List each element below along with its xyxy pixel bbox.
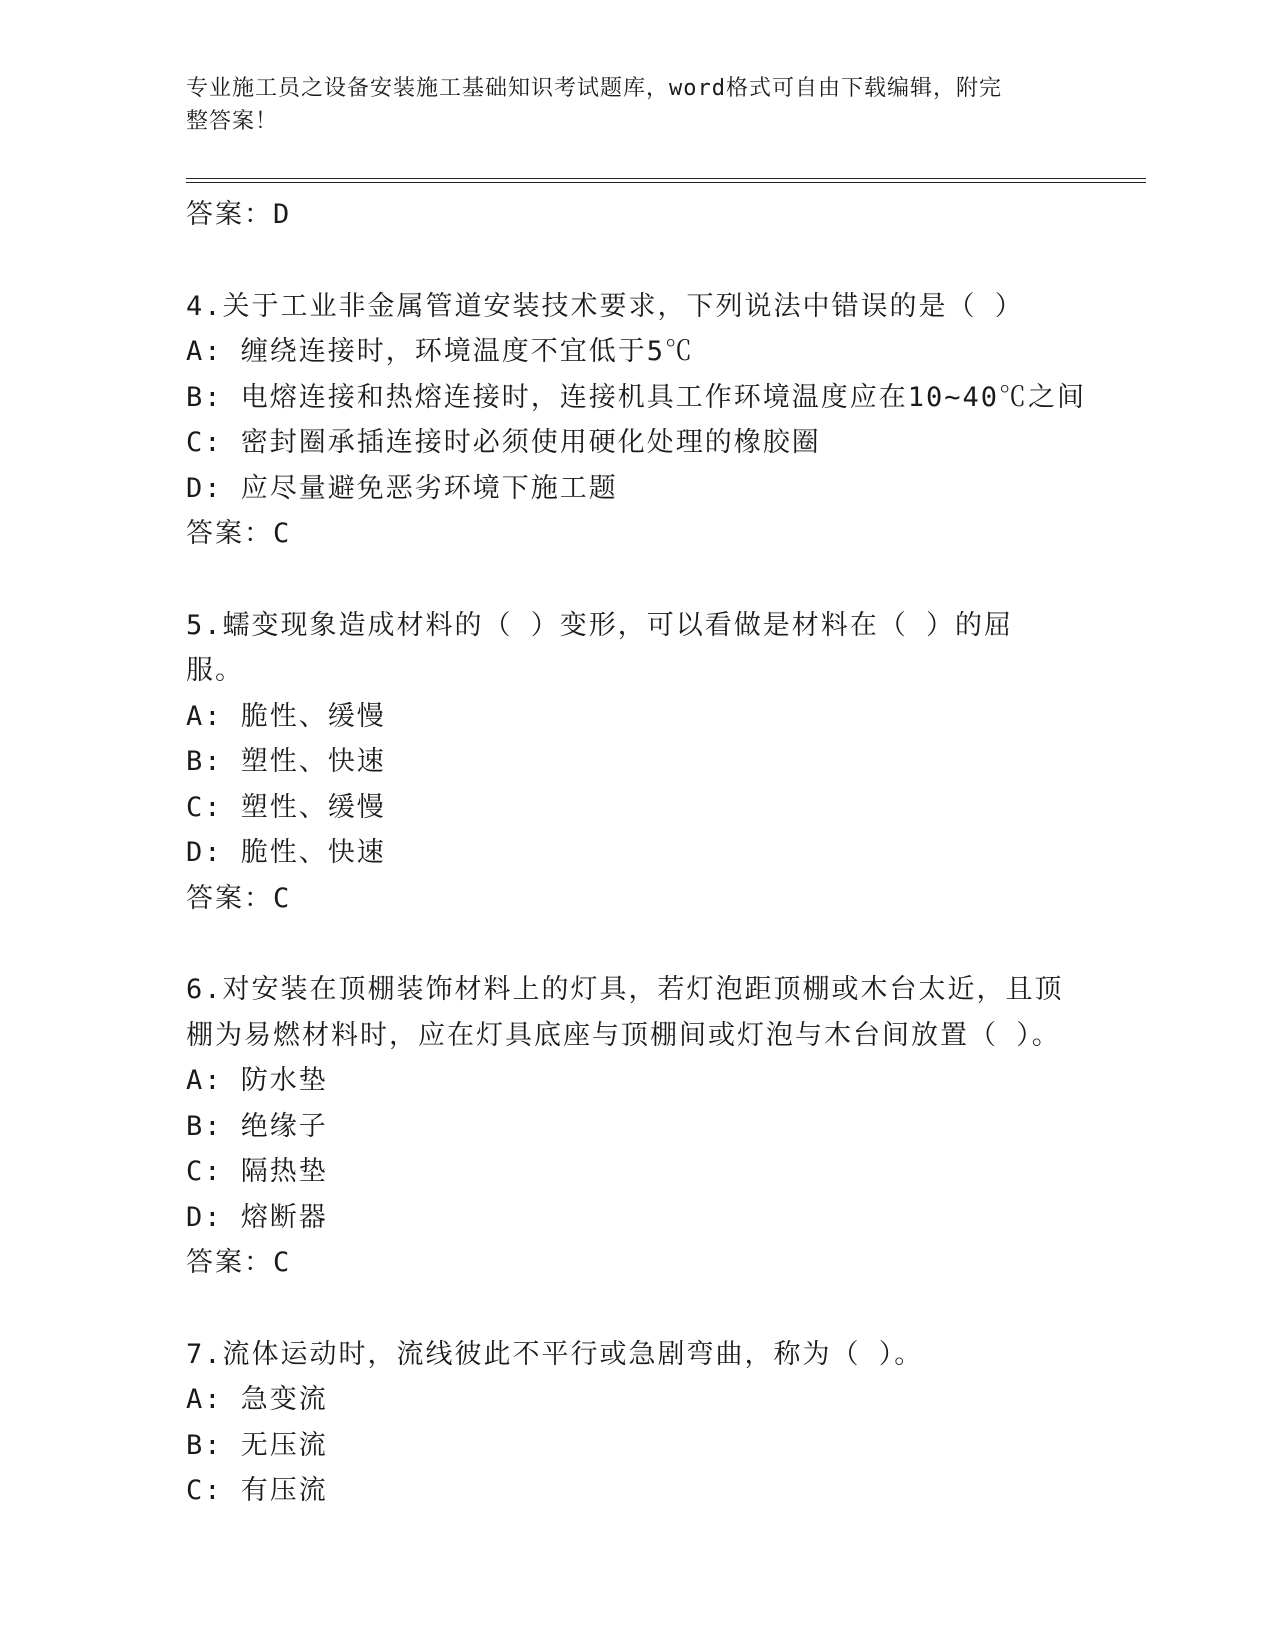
option-c: C: 有压流 [186,1475,328,1506]
question-4 [186,284,1087,557]
header-line-1: 专业施工员之设备安装施工基础知识考试题库，word格式可自由下载编辑，附完 [186,76,1002,101]
answer-line: 答案：D [186,199,292,230]
header-line-2: 整答案！ [186,109,279,134]
question-text: 7.流体运动时，流线彼此不平行或急剧弯曲，称为（ ）。 [186,1338,924,1370]
answer-line: 答案：C [186,518,292,549]
question-6 [186,967,1066,1286]
header-divider-double [186,182,1146,183]
answer-line: 答案：C [186,882,292,914]
option-a: A: 急变流 [186,1384,328,1415]
header-divider [186,178,1146,179]
question-text: 6.对安装在顶棚装饰材料上的灯具，若灯泡距顶棚或木台太近，且顶 [186,974,1064,1005]
option-a: A: 脆性、缓慢 [186,700,386,732]
question-text: 4.关于工业非金属管道安装技术要求，下列说法中错误的是（ ） [186,290,1024,322]
question-7 [186,1332,1066,1514]
option-b: B: 电熔连接和热熔连接时，连接机具工作环境温度应在10~40℃之间 [186,381,1087,413]
option-d: D: 熔断器 [186,1201,328,1233]
option-d: D: 脆性、快速 [186,837,386,868]
document-header [186,72,1066,138]
answer-line: 答案：C [186,1247,292,1278]
option-c: C: 隔热垫 [186,1156,328,1187]
option-b: B: 塑性、快速 [186,746,386,777]
option-c: C: 密封圈承插连接时必须使用硬化处理的橡胶圈 [186,427,821,458]
option-d: D: 应尽量避免恶劣环境下施工题 [186,472,618,504]
question-text-continued: 棚为易燃材料时，应在灯具底座与顶棚间或灯泡与木台间放置（ ）。 [186,1019,1061,1051]
question-5 [186,603,1066,922]
option-a: A: 缠绕连接时，环境温度不宜低于5℃ [186,336,695,367]
option-c: C: 塑性、缓慢 [186,791,386,823]
option-b: B: 无压流 [186,1429,328,1461]
question-list [186,192,1087,1514]
option-a: A: 防水垫 [186,1065,328,1096]
option-b: B: 绝缘子 [186,1110,328,1142]
question-text: 5.蠕变现象造成材料的（ ）变形，可以看做是材料在（ ）的屈服。 [186,609,1014,686]
